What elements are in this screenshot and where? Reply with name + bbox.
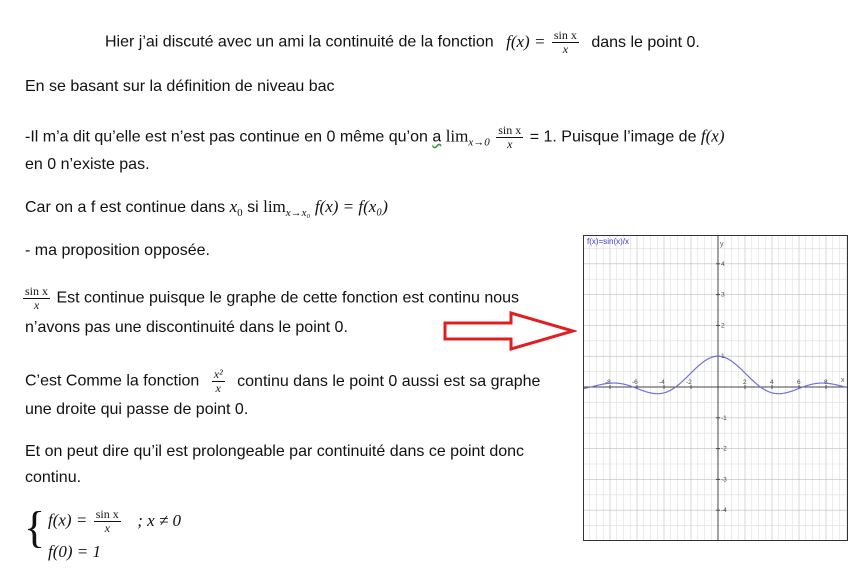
text: Hier j’ai discuté avec un ami la continuité de la fonction <box>105 33 494 51</box>
text: = 1. Puisque l’image de <box>529 128 697 146</box>
y-tick-label: 2 <box>721 322 725 330</box>
x-tick-label: -2 <box>686 379 692 386</box>
math-f0: f(0) = 1 <box>48 542 102 561</box>
x-tick-label: -4 <box>659 379 665 386</box>
x-tick-label: 6 <box>797 379 801 386</box>
y-tick-label: 1 <box>721 353 725 361</box>
denominator: x <box>33 298 40 312</box>
numerator: sin x <box>498 123 522 137</box>
numerator: sin x <box>95 507 119 521</box>
text: dans le point 0. <box>591 33 700 51</box>
x-tick-label: 4 <box>770 379 774 386</box>
numerator: sin x <box>25 284 49 298</box>
math-x: x <box>229 197 238 216</box>
line-11: Et on peut dire qu’il est prolongeable par continuité dans ce point donc <box>25 443 525 460</box>
denominator: x <box>507 137 513 151</box>
right-arrow-icon <box>443 311 577 351</box>
y-tick-label: 3 <box>721 291 725 299</box>
line-6: - ma proposition opposée. <box>25 242 210 259</box>
x-axis-label: x <box>841 377 845 384</box>
denominator: x <box>562 42 569 56</box>
lim-sub: x→x₀ <box>285 207 311 219</box>
text: Est continue puisque le graphe de cette fonction est continu nous <box>56 289 520 307</box>
lim-sub: x→0 <box>468 136 490 149</box>
system-line-2 <box>48 542 101 563</box>
y-tick-label: -1 <box>721 414 727 422</box>
fraction-sinx-x <box>94 508 121 535</box>
line-1 <box>105 29 700 56</box>
line-3 <box>25 124 725 153</box>
x-tick-label: 8 <box>824 379 828 386</box>
y-tick-label: -4 <box>721 507 727 515</box>
numerator: x² <box>213 367 223 381</box>
text: continu dans le point 0 aussi est sa graphe <box>237 372 541 390</box>
fraction-sinx-x <box>23 285 50 312</box>
fraction-sinx-x <box>552 29 579 56</box>
math-cond: ; x ≠ 0 <box>137 510 182 530</box>
y-tick-label: -3 <box>721 476 727 484</box>
line-10: une droite qui passe de point 0. <box>25 401 249 418</box>
function-graph <box>583 235 848 541</box>
text: si <box>247 199 259 216</box>
lim: lim <box>445 126 469 146</box>
math-fx: f(x) = <box>506 31 546 51</box>
math-fx: f(x) <box>700 126 725 146</box>
line-7 <box>23 285 519 312</box>
y-axis-label: y <box>720 241 724 248</box>
x-tick-label: 2 <box>743 379 747 386</box>
text: Car on a f est continue dans <box>25 199 226 216</box>
line-4: en 0 n’existe pas. <box>25 156 150 173</box>
x-tick-label: -8 <box>605 379 611 386</box>
y-tick-label: -2 <box>721 445 727 453</box>
line-8: n’avons pas une discontinuité dans le point 0. <box>25 319 348 336</box>
line-9 <box>25 368 540 395</box>
graph-title: f(x)=sin(x)/x <box>587 237 629 246</box>
fraction-sinx-x <box>496 124 523 151</box>
lim: lim <box>263 197 286 216</box>
system-line-1 <box>48 508 181 535</box>
left-brace: { <box>24 503 46 552</box>
fraction-x2-x <box>212 368 225 395</box>
math-sub: 0 <box>237 207 243 219</box>
denominator: x <box>104 521 110 535</box>
text: -Il m’a dit qu’elle est n’est pas continue en 0 même qu’on <box>25 128 428 146</box>
math-expr: f(x) = f(x₀) <box>314 197 388 216</box>
line-2: En se basant sur la définition de niveau bac <box>25 78 335 95</box>
word-a: a <box>432 128 442 146</box>
math-fx: f(x) = <box>48 510 88 530</box>
denominator: x <box>215 381 221 395</box>
text: C’est Comme la fonction <box>25 372 200 390</box>
line-5 <box>25 197 388 223</box>
y-tick-label: 4 <box>721 260 725 268</box>
x-tick-label: -6 <box>632 379 638 386</box>
line-12: continu. <box>25 469 82 486</box>
numerator: sin x <box>553 28 577 42</box>
